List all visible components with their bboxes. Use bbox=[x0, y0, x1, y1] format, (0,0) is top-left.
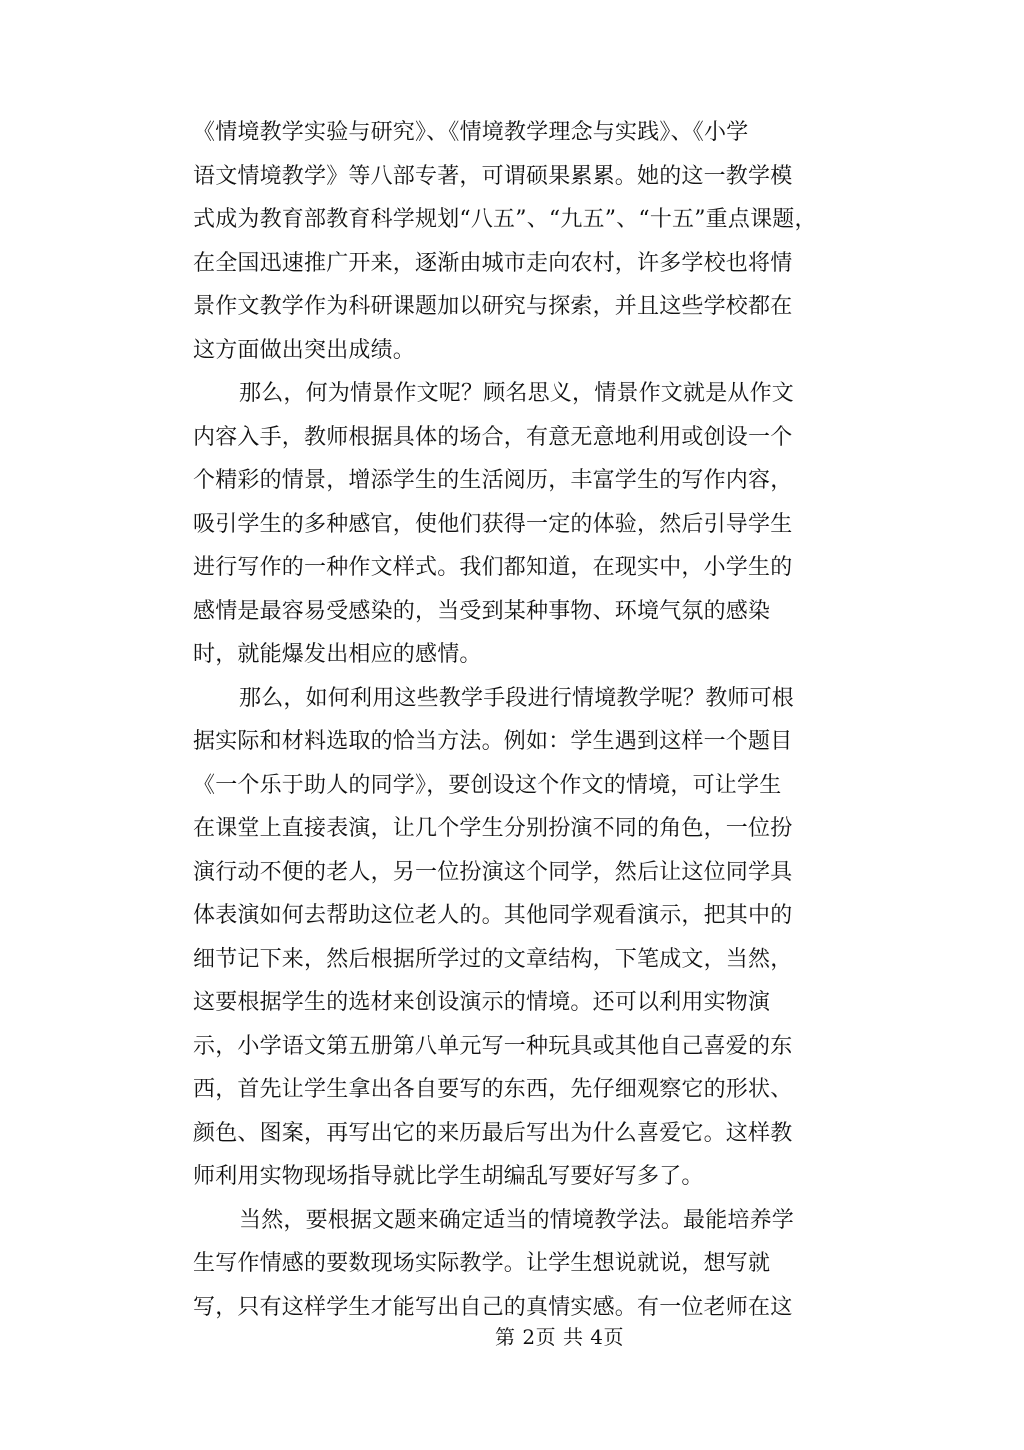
text-line: 个精彩的情景，增添学生的生活阅历，丰富学生的写作内容， bbox=[193, 468, 793, 493]
text-line: 颜色、图案，再写出它的来历最后写出为什么喜爱它。这样教 bbox=[193, 1121, 793, 1146]
text-line: 这要根据学生的选材来创设演示的情境。还可以利用实物演 bbox=[193, 990, 771, 1015]
text-line: 师利用实物现场指导就比学生胡编乱写要好写多了。 bbox=[193, 1164, 704, 1189]
text-line: 演行动不便的老人，另一位扮演这个同学，然后让这位同学具 bbox=[193, 860, 793, 885]
text-line: 这方面做出突出成绩。 bbox=[193, 338, 416, 363]
text-line: 生写作情感的要数现场实际教学。让学生想说就说，想写就 bbox=[193, 1251, 771, 1276]
text-line: 《一个乐于助人的同学》，要创设这个作文的情境，可让学生 bbox=[193, 773, 782, 798]
text-line: 在全国迅速推广开来，逐渐由城市走向农村，许多学校也将情 bbox=[193, 251, 793, 276]
text-line: 景作文教学作为科研课题加以研究与探索，并且这些学校都在 bbox=[193, 294, 793, 319]
text-line: 体表演如何去帮助这位老人的。其他同学观看演示，把其中的 bbox=[193, 903, 793, 928]
text-line: 式成为教育部教育科学规划“八五”、“九五”、“十五”重点课题， bbox=[193, 207, 817, 232]
text-line: 《情境教学实验与研究》、《情境教学理念与实践》、《小学 bbox=[193, 120, 749, 145]
text-line: 进行写作的一种作文样式。我们都知道，在现实中，小学生的 bbox=[193, 555, 793, 580]
text-line: 细节记下来，然后根据所学过的文章结构，下笔成文，当然， bbox=[193, 947, 793, 972]
text-line: 写，只有这样学生才能写出自己的真情实感。有一位老师在这 bbox=[193, 1295, 793, 1320]
text-line: 感情是最容易受感染的，当受到某种事物、环境气氛的感染 bbox=[193, 599, 771, 624]
text-line: 据实际和材料选取的恰当方法。例如：学生遇到这样一个题目 bbox=[193, 729, 793, 754]
text-line: 内容入手，教师根据具体的场合，有意无意地利用或创设一个 bbox=[193, 425, 793, 450]
text-line: 吸引学生的多种感官，使他们获得一定的体验，然后引导学生 bbox=[193, 512, 793, 537]
text-line: 西，首先让学生拿出各自要写的东西，先仔细观察它的形状、 bbox=[193, 1077, 793, 1102]
page-number-footer: 第 2页 共 4页 bbox=[495, 1325, 625, 1349]
text-line: 那么，何为情景作文呢？顾名思义，情景作文就是从作文 bbox=[239, 381, 795, 406]
text-line: 那么，如何利用这些教学手段进行情境教学呢？教师可根 bbox=[239, 686, 795, 711]
text-line: 示，小学语文第五册第八单元写一种玩具或其他自己喜爱的东 bbox=[193, 1034, 793, 1059]
text-line: 在课堂上直接表演，让几个学生分别扮演不同的角色，一位扮 bbox=[193, 816, 793, 841]
text-line: 语文情境教学》等八部专著，可谓硕果累累。她的这一教学模 bbox=[193, 164, 793, 189]
text-line: 当然，要根据文题来确定适当的情境教学法。最能培养学 bbox=[239, 1208, 795, 1233]
text-line: 时，就能爆发出相应的感情。 bbox=[193, 642, 482, 667]
